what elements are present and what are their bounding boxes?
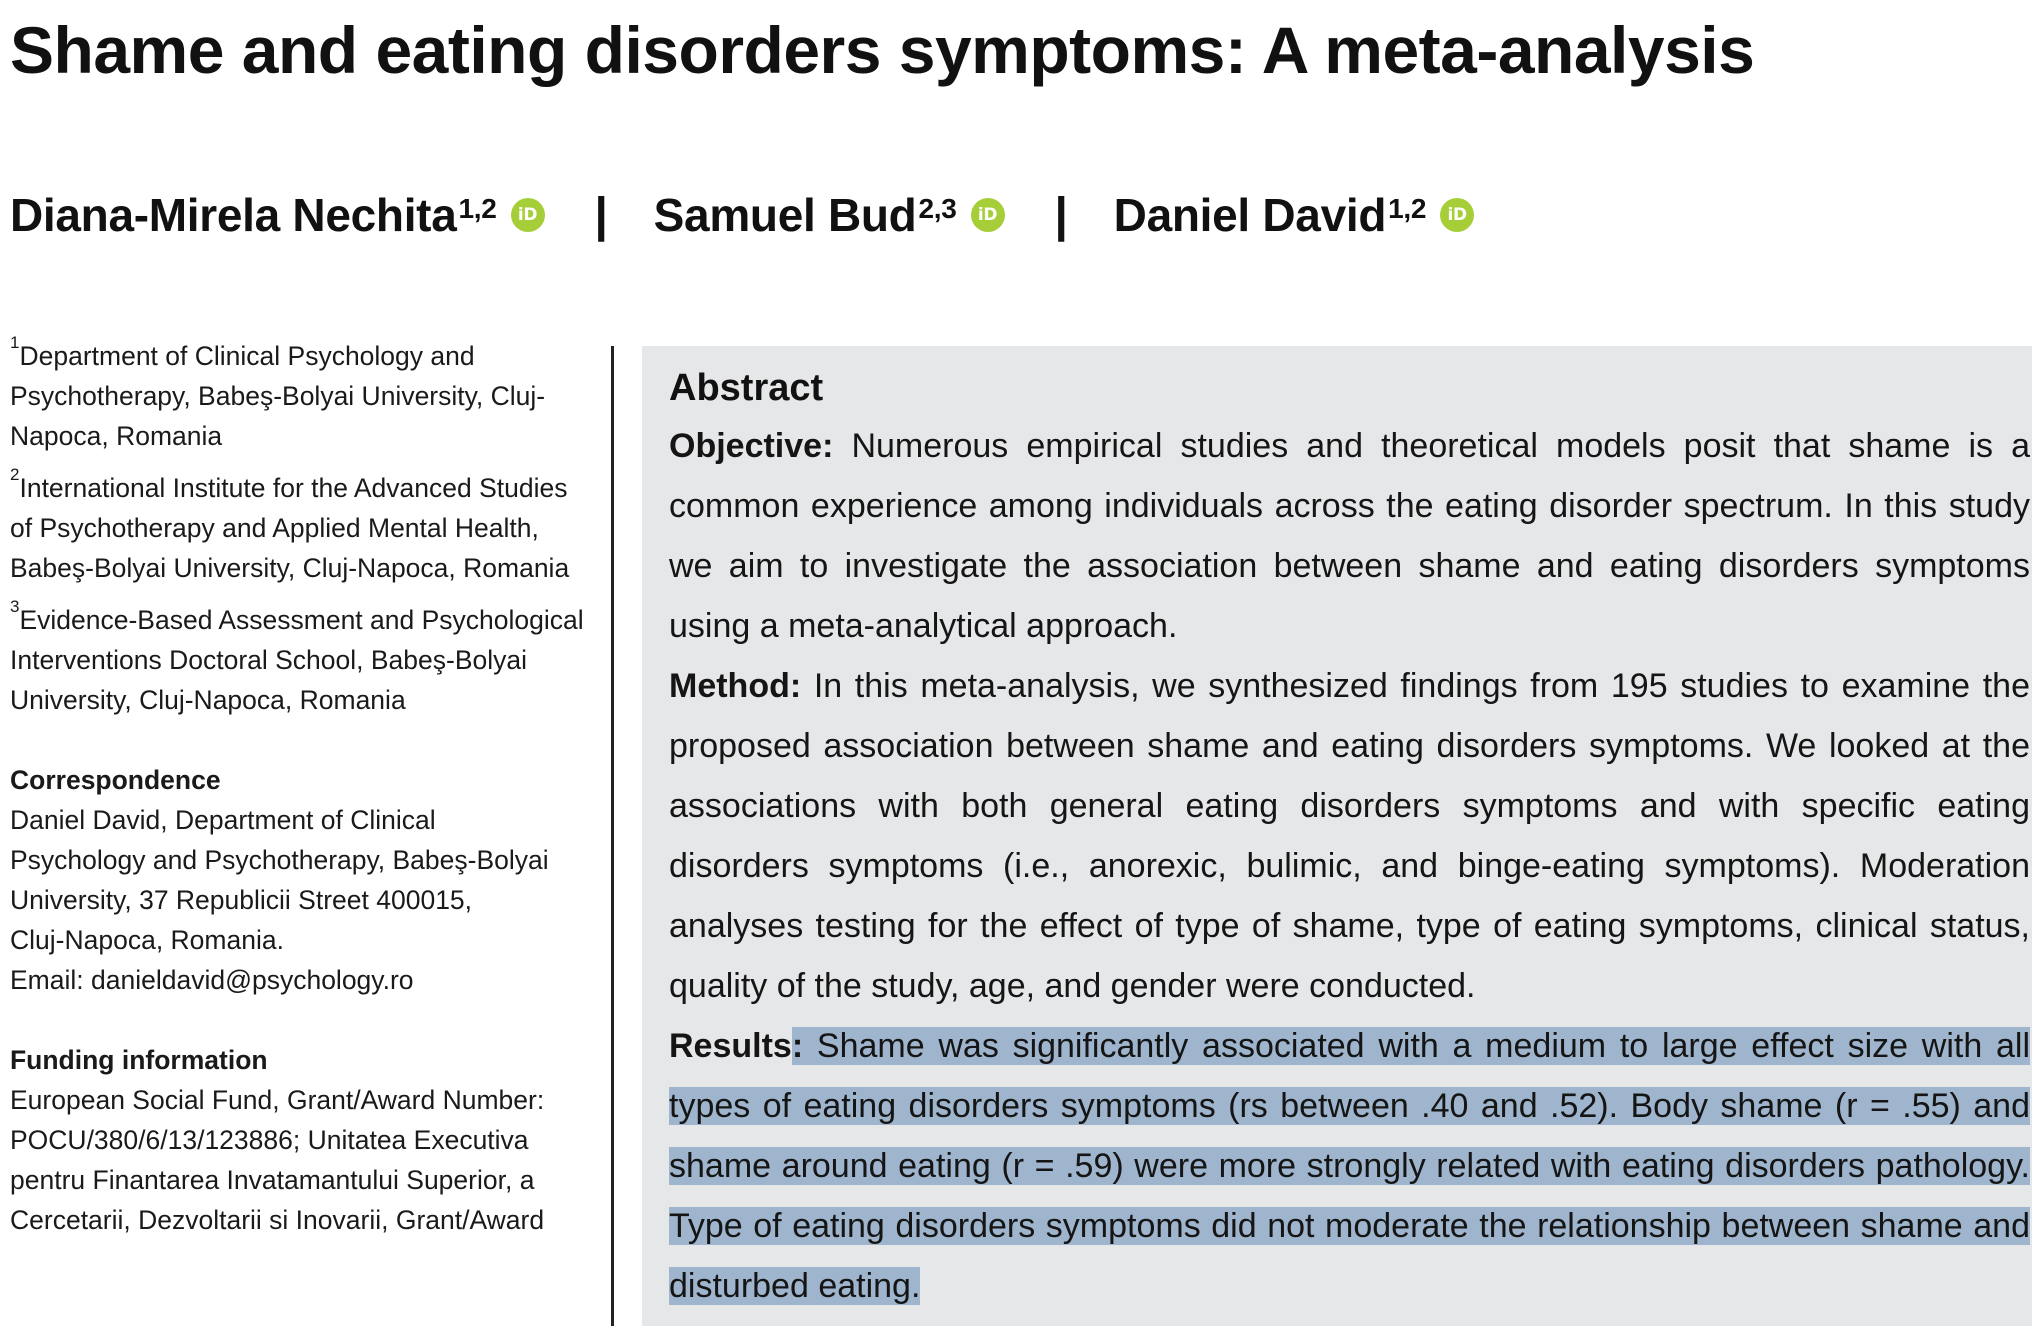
affiliation-number: 3	[10, 597, 20, 616]
author-david	[1114, 188, 1475, 242]
author-affiliation-ref: 1,2	[458, 193, 497, 224]
author-bud	[654, 188, 1005, 242]
method-label: Method:	[669, 667, 802, 705]
orcid-icon[interactable]: iD	[971, 198, 1005, 232]
affiliation-text: Evidence-Based Assessment and Psychological Interventions Doctoral School, Babeş-Bolyai University, Cluj-Napoca, Romania	[10, 605, 584, 715]
affiliation-text: Department of Clinical Psychology and Psychotherapy, Babeş-Bolyai University, Cluj-Napoca, Romania	[10, 341, 546, 451]
affiliation-number: 2	[10, 465, 20, 484]
column-divider	[611, 346, 614, 1326]
affiliation	[10, 597, 588, 720]
orcid-icon[interactable]: iD	[1440, 198, 1474, 232]
funding-line: European Social Fund, Grant/Award Number:	[10, 1085, 545, 1115]
abstract-objective	[669, 416, 2030, 656]
author-name: Diana-Mirela Nechita	[10, 189, 457, 241]
funding-line: POCU/380/6/13/123886; Unitatea Executiva	[10, 1125, 529, 1155]
correspondence-line: Daniel David, Department of Clinical	[10, 805, 436, 835]
results-label-colon: :	[791, 1027, 804, 1065]
author-separator: |	[1054, 188, 1068, 242]
results-label	[669, 1027, 803, 1065]
affiliation	[10, 465, 588, 588]
objective-text: Numerous empirical studies and theoretical models posit that shame is a common experience among individuals across the eating disorder spectrum. In this study we aim to investigate the association between shame and eating disorders symptoms using a meta-analytical approach.	[669, 427, 2030, 645]
author-name: Samuel Bud	[653, 189, 917, 241]
article-sidebar	[10, 333, 588, 1240]
author-affiliation-ref: 1,2	[1388, 193, 1427, 224]
funding-block	[10, 1040, 588, 1240]
author-affiliation-ref: 2,3	[918, 193, 957, 224]
correspondence-line: Psychology and Psychotherapy, Babeş-Bolyai	[10, 845, 549, 875]
results-label-text: Results	[669, 1027, 792, 1065]
affiliation-text: International Institute for the Advanced Studies of Psychotherapy and Applied Mental Health, Babeş-Bolyai University, Cluj-Napoca, Romania	[10, 473, 570, 583]
abstract-method	[669, 656, 2030, 1016]
funding-heading: Funding information	[10, 1045, 268, 1075]
affiliation-number: 1	[10, 333, 20, 352]
results-text-selected[interactable]: Shame was significantly associated with a medium to large effect size with all types of eating disorders symptoms (rs between .40 and .52). Body shame (r = .55) and shame around eating (r = .59) were more strongly related with eating disorders pathology. Type of eating disorders symptoms did not moderate the relationship between shame and disturbed eating.	[669, 1027, 2030, 1305]
objective-label: Objective:	[669, 427, 834, 465]
orcid-icon[interactable]: iD	[511, 198, 545, 232]
correspondence-line: University, 37 Republicii Street 400015,	[10, 885, 473, 915]
article-title: Shame and eating disorders symptoms: A meta-analysis	[10, 13, 1755, 87]
correspondence-email[interactable]: Email: danieldavid@psychology.ro	[10, 965, 414, 995]
correspondence-block	[10, 760, 588, 1000]
abstract-heading: Abstract	[669, 367, 824, 409]
abstract-results[interactable]	[669, 1016, 2030, 1316]
author-name: Daniel David	[1113, 189, 1387, 241]
author-nechita	[10, 188, 545, 242]
affiliation	[10, 333, 588, 456]
method-text: In this meta-analysis, we synthesized findings from 195 studies to examine the proposed association between shame and eating disorders symptoms. We looked at the associations with both general eating disorders symptoms and with specific eating disorders symptoms (i.e., anorexic, bulimic, and binge-eating symptoms). Moderation analyses testing for the effect of type of shame, type of eating symptoms, clinical status, quality of the study, age, and gender were conducted.	[669, 667, 2030, 1005]
correspondence-heading: Correspondence	[10, 765, 221, 795]
author-list	[10, 175, 1474, 255]
funding-line: pentru Finantarea Invatamantului Superior, a	[10, 1165, 535, 1195]
abstract-box	[642, 346, 2032, 1326]
funding-line: Cercetarii, Dezvoltarii si Inovarii, Grant/Award	[10, 1205, 545, 1235]
correspondence-line: Cluj-Napoca, Romania.	[10, 925, 284, 955]
author-separator: |	[594, 188, 608, 242]
